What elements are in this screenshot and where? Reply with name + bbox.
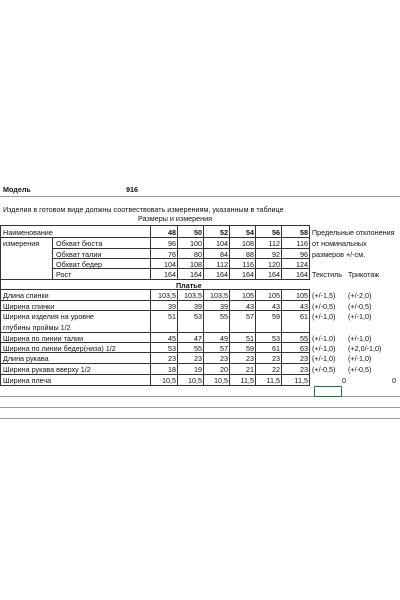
garment-value: 22 bbox=[272, 365, 280, 374]
grid-line bbox=[0, 363, 310, 364]
tolerance-2: (+/-1,0) bbox=[348, 312, 372, 321]
grid-line bbox=[52, 268, 310, 269]
garment-value: 23 bbox=[220, 354, 228, 363]
tolerance-2: (+/-0,5) bbox=[348, 365, 372, 374]
body-value: 116 bbox=[296, 239, 308, 248]
garment-value: 57 bbox=[220, 344, 228, 353]
grid-line bbox=[229, 225, 230, 279]
group-label: измерения bbox=[3, 239, 40, 248]
grid-line bbox=[52, 248, 310, 249]
garment-value: 23 bbox=[300, 365, 308, 374]
tolerance-1: (+/-1,0) bbox=[312, 312, 336, 321]
tolerance-2: (+/-1,0) bbox=[348, 354, 372, 363]
selected-cell[interactable] bbox=[314, 386, 342, 397]
garment-value: 55 bbox=[300, 334, 308, 343]
garment-value: 39 bbox=[220, 302, 228, 311]
body-value: 112 bbox=[216, 260, 228, 269]
garment-value: 23 bbox=[194, 354, 202, 363]
garment-value: 59 bbox=[272, 312, 280, 321]
body-row-name: Обхват бюста bbox=[56, 239, 103, 248]
garment-value: 20 bbox=[220, 365, 228, 374]
grid-line bbox=[0, 237, 310, 238]
body-value: 96 bbox=[168, 239, 176, 248]
body-value: 104 bbox=[164, 260, 176, 269]
tolerance-2: (+/-0,5) bbox=[348, 302, 372, 311]
tolerance-1: (+/-0,5) bbox=[312, 365, 336, 374]
body-value: 76 bbox=[168, 250, 176, 259]
row-line bbox=[0, 196, 400, 197]
body-value: 80 bbox=[194, 250, 202, 259]
grid-line bbox=[0, 279, 310, 280]
grid-line bbox=[0, 418, 400, 419]
body-value: 88 bbox=[246, 250, 254, 259]
garment-row-name: глубины проймы 1/2 bbox=[3, 323, 71, 332]
garment-value: 23 bbox=[246, 354, 254, 363]
garment-row-name: Ширина по линии талии bbox=[3, 334, 84, 343]
garment-row-name: Ширина по линии бедер(низа) 1/2 bbox=[3, 344, 116, 353]
size-54: 54 bbox=[246, 228, 254, 237]
body-value: 112 bbox=[268, 239, 280, 248]
grid-line bbox=[281, 289, 282, 385]
grid-line bbox=[255, 289, 256, 385]
body-value: 164 bbox=[296, 270, 308, 279]
body-extra: Трикотаж bbox=[348, 270, 380, 279]
tolerance-2: (+/-1,0) bbox=[348, 334, 372, 343]
body-value: 164 bbox=[242, 270, 254, 279]
size-58: 58 bbox=[300, 228, 308, 237]
garment-value: 55 bbox=[220, 312, 228, 321]
body-value: 116 bbox=[242, 260, 254, 269]
garment-value: 103,5 bbox=[184, 291, 202, 300]
garment-value: 59 bbox=[246, 344, 254, 353]
grid-line bbox=[0, 385, 310, 386]
grid-line bbox=[255, 225, 256, 279]
garment-value: 53 bbox=[272, 334, 280, 343]
garment-value: 61 bbox=[272, 344, 280, 353]
model-label: Модель bbox=[3, 185, 31, 194]
garment-value: 19 bbox=[194, 365, 202, 374]
tolerance-2: (+2,0/-1,0) bbox=[348, 344, 382, 353]
garment-value: 61 bbox=[300, 312, 308, 321]
grid-line bbox=[0, 352, 310, 353]
garment-value: 11,5 bbox=[266, 376, 280, 385]
garment-value: 51 bbox=[246, 334, 254, 343]
grid-line bbox=[0, 332, 310, 333]
tolerance-1: 0 bbox=[342, 376, 346, 385]
body-extra: размеров +/-см. bbox=[312, 250, 366, 259]
tolerance-2: (+/-2,0) bbox=[348, 291, 372, 300]
body-value: 108 bbox=[242, 239, 254, 248]
subtitle-text: Размеры и измерения bbox=[138, 214, 212, 223]
garment-value: 103,5 bbox=[158, 291, 176, 300]
grid-line bbox=[0, 225, 310, 226]
grid-line bbox=[309, 289, 310, 385]
body-value: 104 bbox=[216, 239, 228, 248]
grid-line bbox=[0, 289, 310, 290]
garment-row-name: Ширина плеча bbox=[3, 376, 52, 385]
size-52: 52 bbox=[220, 228, 228, 237]
grid-line bbox=[229, 289, 230, 385]
garment-value: 51 bbox=[168, 312, 176, 321]
grid-line bbox=[177, 289, 178, 385]
grid-line bbox=[203, 289, 204, 385]
garment-value: 57 bbox=[246, 312, 254, 321]
grid-line bbox=[0, 407, 400, 408]
garment-row-name: Ширина изделия на уровне bbox=[3, 312, 95, 321]
garment-value: 47 bbox=[194, 334, 202, 343]
note-text: Изделия в готовом виде должны соотвествовать измерениям, указанным в таблице bbox=[3, 205, 284, 214]
grid-line bbox=[309, 225, 310, 279]
garment-row-name: Ширина спинки bbox=[3, 302, 55, 311]
body-value: 108 bbox=[190, 260, 202, 269]
section-title: Платье bbox=[176, 281, 202, 290]
garment-value: 23 bbox=[272, 354, 280, 363]
grid-line bbox=[177, 225, 178, 279]
tolerance-1: (+/-1,0) bbox=[312, 334, 336, 343]
grid-line bbox=[0, 342, 310, 343]
garment-value: 43 bbox=[272, 302, 280, 311]
body-row-name: Обхват бедер bbox=[56, 260, 102, 269]
garment-value: 18 bbox=[168, 365, 176, 374]
garment-value: 45 bbox=[168, 334, 176, 343]
garment-value: 105 bbox=[296, 291, 308, 300]
garment-value: 10,5 bbox=[188, 376, 202, 385]
body-value: 164 bbox=[164, 270, 176, 279]
garment-value: 105 bbox=[242, 291, 254, 300]
garment-value: 23 bbox=[300, 354, 308, 363]
body-value: 92 bbox=[272, 250, 280, 259]
body-value: 124 bbox=[296, 260, 308, 269]
body-value: 96 bbox=[300, 250, 308, 259]
tolerance-1: (+/-0,5) bbox=[312, 302, 336, 311]
body-value: 164 bbox=[268, 270, 280, 279]
body-row-name: Рост bbox=[56, 270, 72, 279]
grid-line bbox=[0, 374, 310, 375]
garment-value: 21 bbox=[246, 365, 254, 374]
grid-line bbox=[150, 289, 151, 385]
garment-value: 39 bbox=[168, 302, 176, 311]
garment-row-name: Длина рукава bbox=[3, 354, 49, 363]
grid-line bbox=[281, 225, 282, 279]
size-48: 48 bbox=[168, 228, 176, 237]
size-56: 56 bbox=[272, 228, 280, 237]
body-value: 84 bbox=[220, 250, 228, 259]
grid-line bbox=[0, 225, 1, 385]
grid-line bbox=[203, 225, 204, 279]
garment-value: 11,5 bbox=[294, 376, 308, 385]
grid-line bbox=[52, 258, 310, 259]
tolerance-2: 0 bbox=[392, 376, 396, 385]
garment-value: 103,5 bbox=[210, 291, 228, 300]
garment-value: 53 bbox=[194, 312, 202, 321]
model-value: 916 bbox=[126, 185, 138, 194]
grid-line bbox=[52, 237, 53, 279]
garment-value: 43 bbox=[300, 302, 308, 311]
body-extra: от номинальных bbox=[312, 239, 367, 248]
garment-value: 11,5 bbox=[240, 376, 254, 385]
tolerance-1: (+/-1,5) bbox=[312, 291, 336, 300]
grid-line bbox=[0, 300, 310, 301]
garment-value: 105 bbox=[268, 291, 280, 300]
body-value: 164 bbox=[216, 270, 228, 279]
garment-value: 10,5 bbox=[214, 376, 228, 385]
garment-value: 49 bbox=[220, 334, 228, 343]
garment-row-name: Длина спинки bbox=[3, 291, 49, 300]
size-50: 50 bbox=[194, 228, 202, 237]
garment-value: 43 bbox=[246, 302, 254, 311]
tolerance-1: (+/-1,0) bbox=[312, 354, 336, 363]
garment-value: 39 bbox=[194, 302, 202, 311]
body-extra: Текстиль bbox=[312, 270, 343, 279]
garment-value: 63 bbox=[300, 344, 308, 353]
body-value: 120 bbox=[268, 260, 280, 269]
body-value: 100 bbox=[190, 239, 202, 248]
garment-value: 23 bbox=[168, 354, 176, 363]
limits-label: Предельные отклонения bbox=[312, 228, 395, 237]
grid-line bbox=[0, 310, 310, 311]
garment-value: 53 bbox=[168, 344, 176, 353]
garment-value: 55 bbox=[194, 344, 202, 353]
header-label: Наименование bbox=[3, 228, 53, 237]
grid-line bbox=[150, 225, 151, 279]
tolerance-1: (+/-1,0) bbox=[312, 344, 336, 353]
garment-row-name: Ширина рукава вверху 1/2 bbox=[3, 365, 91, 374]
body-row-name: Обхват талии bbox=[56, 250, 102, 259]
body-value: 164 bbox=[190, 270, 202, 279]
garment-value: 10,5 bbox=[162, 376, 176, 385]
